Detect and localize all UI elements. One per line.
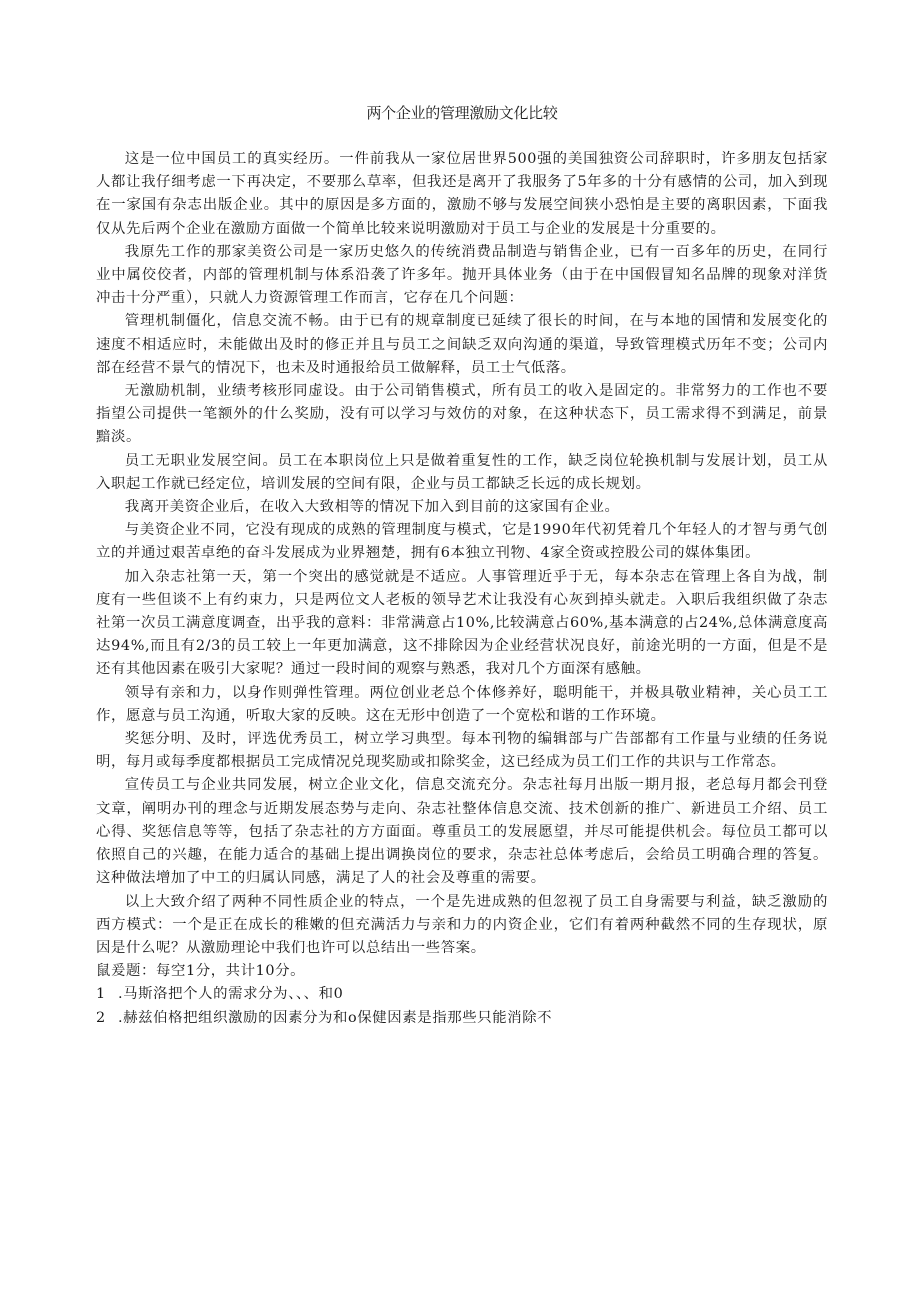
paragraph-satisfaction-survey: 加入杂志社第一天，第一个突出的感觉就是不适应。人事管理近乎于无，每本杂志在管理上各自为战，制度有一些但谈不上有约束力，只是两位文人老板的领导艺术让我没有心灰到掉头就走。入职后我组织做了杂志社第一次员工满意度调查，出乎我的意料：非常满意占10%,比较满意占60%,基本满意的占24%,总体满意度高达94%,而且有2/3的员工较上一年更加满意，这不排除因为企业经营状况良好，前途光明的一方面，但是不是还有其他因素在吸引大家呢？通过一段时间的观察与熟悉，我对几个方面深有感触。 xyxy=(96,568,828,678)
question-item xyxy=(96,983,828,1006)
question-item xyxy=(96,1007,828,1030)
paragraph-media-group: 与美资企业不同，它没有现成的成熟的管理制度与模式，它是1990年代初凭着几个年轻人的才智与勇气创立的并通过艰苦卓绝的奋斗发展成为业界翘楚，拥有6本独立刊物、4家全资或控股公司的媒体集团。 xyxy=(96,522,828,562)
paragraph-rigid-management: 管理机制僵化，信息交流不畅。由于已有的规章制度已延续了很长的时间，在与本地的国情和发展变化的速度不相适应时，未能做出及时的修正并且与员工之间缺乏双向沟通的渠道，导致管理模式历年不变；公司内部在经营不景气的情况下，也未及时通报给员工做解释，员工士气低落。 xyxy=(96,313,828,376)
paragraph-intro: 这是一位中国员工的真实经历。一件前我从一家位居世界500强的美国独资公司辞职时，许多朋友包括家人都让我仔细考虑一下再决定，不要那么草率，但我还是离开了我服务了5年多的十分有感情的公司，加入到现在一家国有杂志出版企业。其中的原因是多方面的，激励不够与发展空间狭小恐怕是主要的离职因素，下面我仅从先后两个企业在激励方面做一个简单比较来说明激励对于员工与企业的发展是十分重要的。 xyxy=(96,151,828,237)
question-number: 2 xyxy=(96,1009,106,1026)
document-page xyxy=(96,102,828,1030)
paragraph-rewards: 奖惩分明、及时，评选优秀员工，树立学习典型。每本刊物的编辑部与广告部都有工作量与业绩的任务说明，每月或每季度都根据员工完成情况兑现奖励或扣除奖金，这已经成为员工们工作的共识与工作常态。 xyxy=(96,731,828,771)
paragraph-leadership: 领导有亲和力，以身作则弹性管理。两位创业老总个体修养好，聪明能干，并极具敬业精神，关心员工工作，愿意与员工沟通，听取大家的反映。这在无形中创造了一个宽松和谐的工作环境。 xyxy=(96,684,828,724)
paragraph-culture: 宣传员工与企业共同发展，树立企业文化，信息交流充分。杂志社每月出版一期月报，老总每月都会刊登文章，阐明办刊的理念与近期发展态势与走向、杂志社整体信息交流、技术创新的推广、新进员工介绍、员工心得、奖惩信息等等，包括了杂志社的方方面面。尊重员工的发展愿望，并尽可能提供机会。每位员工都可以依照自己的兴趣，在能力适合的基础上提出调换岗位的要求，杂志社总体考虑后，会给员工明确合理的答复。这种做法增加了中工的归属认同感，满足了人的社会及尊重的需要。 xyxy=(96,777,828,887)
question-number: 1 xyxy=(96,986,106,1003)
page-title: 两个企业的管理激励文化比较 xyxy=(366,104,558,122)
question-text: .赫兹伯格把组织激励的因素分为和o保健因素是指那些只能消除不 xyxy=(118,1009,553,1026)
paragraph-no-incentive: 无激励机制，业绩考核形同虚设。由于公司销售模式，所有员工的收入是固定的。非常努力的工作也不要指望公司提供一笔额外的什么奖励，没有可以学习与效仿的对象，在这种状态下，员工需求得不到满足，前景黯淡。 xyxy=(96,383,828,446)
question-text: .马斯洛把个人的需求分为、、、和0 xyxy=(118,986,344,1003)
paragraph-conclusion: 以上大致介绍了两种不同性质企业的特点，一个是先进成熟的但忽视了员工自身需要与利益，缺乏激励的西方模式：一个是正在成长的稚嫩的但充满活力与亲和力的内资企业，它们有着两种截然不同的生存现状，原因是什么呢？从激励理论中我们也许可以总结出一些答案。 xyxy=(96,893,828,956)
paragraph-us-company: 我原先工作的那家美资公司是一家历史悠久的传统消费品制造与销售企业，已有一百多年的历史，在同行业中属佼佼者，内部的管理机制与体系沿袭了许多年。抛开具体业务（由于在中国假冒知名品牌的现象对洋货冲击十分严重），只就人力资源管理工作而言，它存在几个问题： xyxy=(96,243,828,307)
exercise-header: 鼠爰题：每空1分，共计10分。 xyxy=(96,963,306,980)
paragraph-joined-state-enterprise: 我离开美资企业后，在收入大致相等的情况下加入到目前的这家国有企业。 xyxy=(124,499,620,516)
paragraph-no-career-space: 员工无职业发展空间。员工在本职岗位上只是做着重复性的工作，缺乏岗位轮换机制与发展计划，员工从入职起工作就已经定位，培训发展的空间有限，企业与员工都缺乏长远的成长规划。 xyxy=(96,452,828,492)
